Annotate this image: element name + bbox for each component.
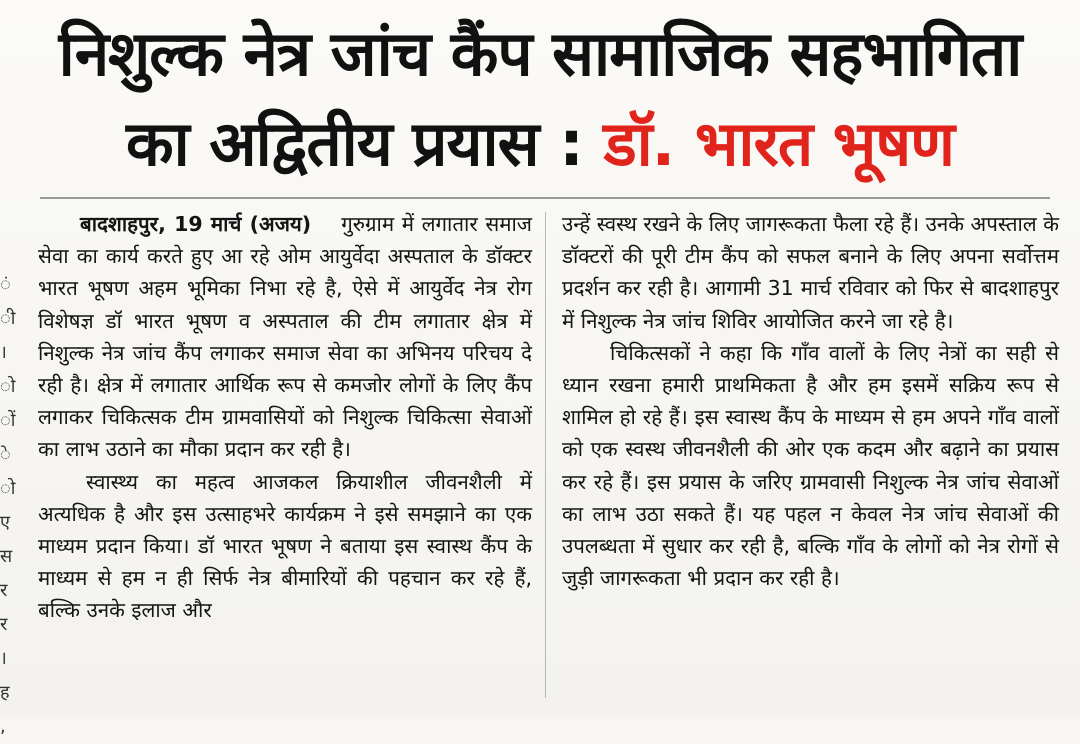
article-column-right <box>562 208 1059 594</box>
headline-text-2: का अद्वितीय प्रयास : <box>126 107 604 180</box>
edge-fragment: , <box>0 716 6 737</box>
headline-text-1: निशुल्क नेत्र जांच कैंप सामाजिक सहभागिता <box>58 17 1022 90</box>
article-paragraph-2: स्वास्थ्य का महत्व आजकल क्रियाशील जीवनशैली में अत्यधिक है और इस उत्साहभरे कार्यक्रम ने इसे समझाने का एक माध्यम प्रदान किया। डॉ भारत भूषण ने बताया इस स्वास्थ कैंप के माध्यम से हम न ही सिर्फ नेत्र बीमारियों की पहचान कर रहे हैं, बल्कि उनके इलाज और <box>38 469 532 623</box>
edge-fragment: । <box>0 648 7 669</box>
article-paragraph-1 <box>38 208 532 466</box>
edge-fragment: र <box>0 580 8 601</box>
edge-fragment: ो <box>0 376 16 397</box>
edge-fragment: ो <box>0 478 16 499</box>
edge-fragment: । <box>0 342 7 363</box>
edge-fragment: स <box>0 546 13 567</box>
edge-fragment: ं <box>0 274 11 295</box>
edge-fragment: र <box>0 614 8 635</box>
dateline: बादशाहपुर, 19 मार्च (अजय) <box>80 212 312 236</box>
headline-line-2 <box>20 108 1060 180</box>
column-gutter <box>545 212 546 698</box>
article-paragraph-3: उन्हें स्वस्थ रखने के लिए जागरूकता फैला रहे हैं। उनके अपस्ताल के डॉक्टरों की पूरी टीम कैंप को सफल बनाने के लिए अपना सर्वोत्तम प्रदर्शन कर रही है। आगामी 31 मार्च रविवार को फिर से बादशाहपुर में निशुल्क नेत्र जांच शिविर आयोजित करने जा रहे है। <box>562 212 1059 333</box>
paragraph-1-text: गुरुग्राम में लगातार समाज सेवा का कार्य करते हुए आ रहे ओम आयुर्वेदा अस्पताल के डॉक्टर भारत भूषण अहम भूमिका निभा रहे है, ऐसे में आयुर्वेद नेत्र रोग विशेषज्ञ डॉ भारत भूषण व अस्पताल की टीम लगातार क्षेत्र में निशुल्क नेत्र जांच कैंप लगाकर समाज सेवा का अभिनय परिचय दे रही है। क्षेत्र में लगातार आर्थिक रूप से कमजोर लोगों के लिए कैंप लगाकर चिकित्सक टीम ग्रामवासियों को निशुल्क चिकित्सा सेवाओं का लाभ उठाने का मौका प्रदान कर रही है। <box>38 212 532 462</box>
headline-divider <box>40 197 1050 199</box>
headline-name-red: डॉ. भारत भूषण <box>603 107 954 180</box>
adjacent-column-fragments <box>0 268 16 744</box>
article-column-left <box>38 208 532 627</box>
edge-fragment: ों <box>0 410 16 431</box>
headline-line-1 <box>20 18 1060 90</box>
edge-fragment: ह <box>0 682 10 703</box>
edge-fragment: ी <box>0 308 16 329</box>
edge-fragment: ए <box>0 512 10 533</box>
edge-fragment: े <box>0 444 11 465</box>
article-paragraph-4: चिकित्सकों ने कहा कि गाँव वालों के लिए नेत्रों का सही से ध्यान रखना हमारी प्राथमिकता है और हम इसमें सक्रिय रूप से शामिल हो रहे हैं। इस स्वास्थ कैंप के माध्यम से हम अपने गाँव वालों को एक स्वस्थ जीवनशैली की ओर एक कदम और बढ़ाने का प्रयास कर रहे हैं। इस प्रयास के जरिए ग्रामवासी निशुल्क नेत्र जांच सेवाओं का लाभ उठा सकते हैं। यह पहल न केवल नेत्र जांच सेवाओं की उपलब्धता में सुधार कर रही है, बल्कि गाँव के लोगों को नेत्र रोगों से जुड़ी जागरूकता भी प्रदान कर रही है। <box>562 340 1059 591</box>
